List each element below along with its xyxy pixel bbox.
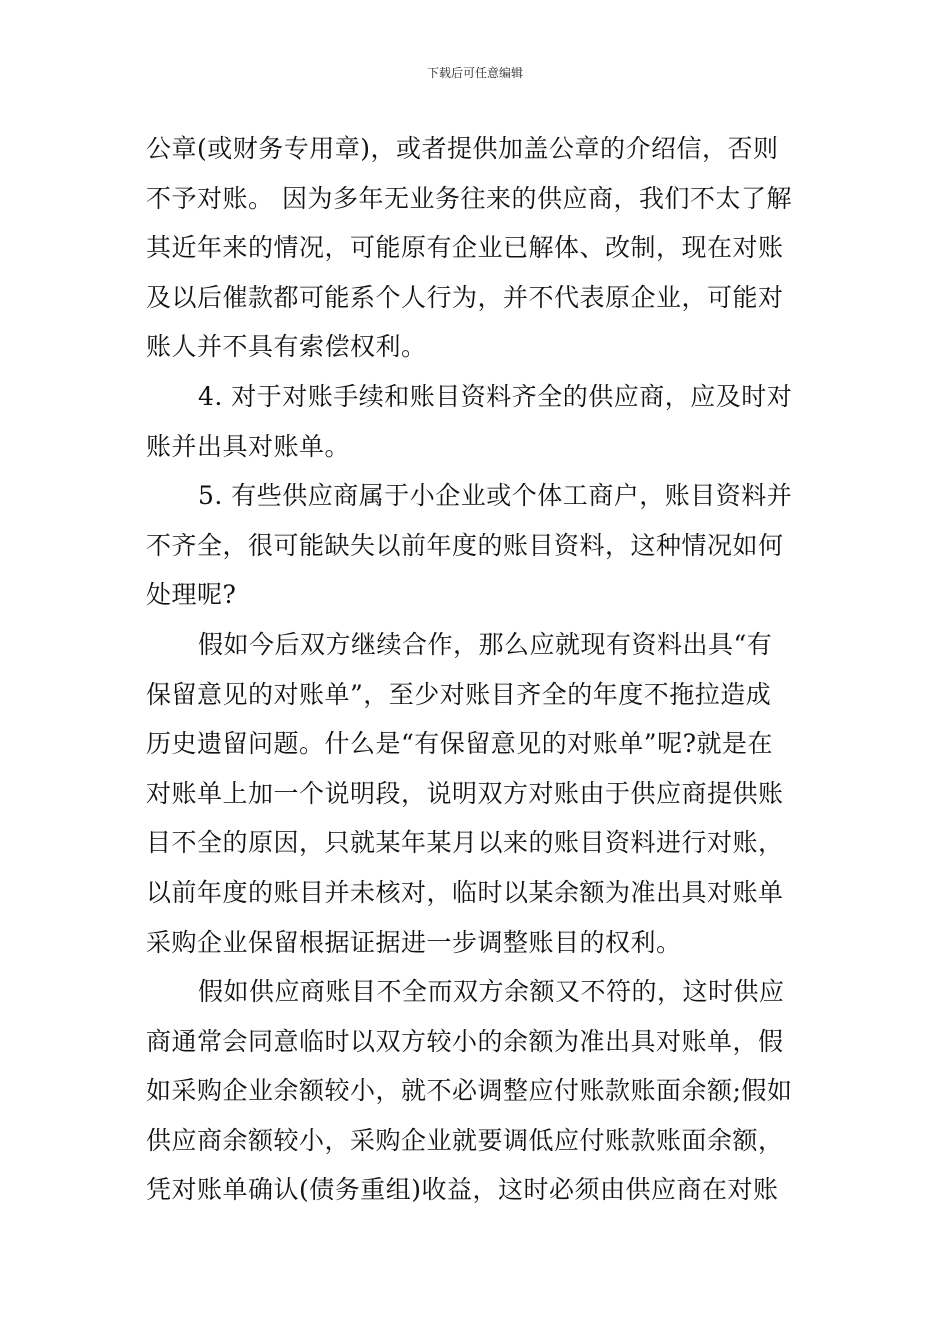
text-line: 假如今后双方继续合作，那么应就现有资料出具“有 <box>198 629 773 659</box>
text-line: 不予对账。 因为多年无业务往来的供应商，我们不太了解 <box>146 183 792 213</box>
text-line: 5. 有些供应商属于小企业或个体工商户，账目资料并 <box>198 481 793 511</box>
text-line: 及以后催款都可能系个人行为，并不代表原企业，可能对 <box>146 282 784 312</box>
text-line: 公章(或财务专用章)，或者提供加盖公章的介绍信，否则 <box>146 134 779 163</box>
text-line: 供应商余额较小，采购企业就要调低应付账款账面余额， <box>146 1125 784 1155</box>
text-line: 账并出具对账单。 <box>146 431 351 461</box>
text-line: 商通常会同意临时以双方较小的余额为准出具对账单，假 <box>146 1026 784 1056</box>
text-line: 保留意见的对账单”，至少对账目齐全的年度不拖拉造成 <box>146 679 772 709</box>
text-line: 不齐全，很可能缺失以前年度的账目资料，这种情况如何 <box>146 530 784 560</box>
text-line: 历史遗留问题。什么是“有保留意见的对账单”呢?就是在 <box>146 729 773 759</box>
text-line: 凭对账单确认(债务重组)收益，这时必须由供应商在对账 <box>146 1175 779 1205</box>
document-body <box>146 124 808 1215</box>
text-line: 处理呢? <box>146 580 237 610</box>
text-line: 以前年度的账目并未核对，临时以某余额为准出具对账单 <box>146 877 784 907</box>
page-header: 下载后可任意编辑 <box>426 66 523 80</box>
text-line: 如采购企业余额较小，就不必调整应付账款账面余额;假如 <box>146 1076 793 1106</box>
text-line: 账人并不具有索偿权利。 <box>146 332 427 362</box>
text-line: 采购企业保留根据证据进一步调整账目的权利。 <box>146 927 682 957</box>
text-line: 目不全的原因，只就某年某月以来的账目资料进行对账， <box>146 828 784 858</box>
text-line: 其近年来的情况，可能原有企业已解体、改制，现在对账 <box>146 233 784 263</box>
text-line: 4. 对于对账手续和账目资料齐全的供应商，应及时对 <box>198 381 793 411</box>
text-line: 对账单上加一个说明段，说明双方对账由于供应商提供账 <box>146 778 784 808</box>
text-line: 假如供应商账目不全而双方余额又不符的，这时供应 <box>198 977 785 1007</box>
